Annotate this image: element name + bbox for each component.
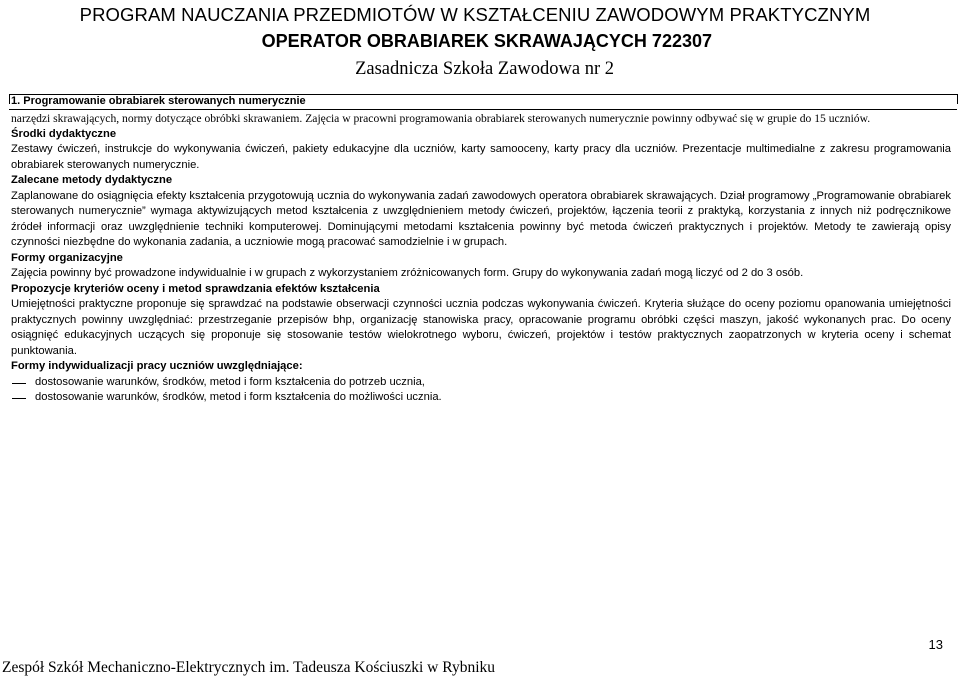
indywidualizacja-heading: Formy indywidualizacji pracy uczniów uwzględniające: [11,360,303,372]
list-item: dostosowanie warunków, środków, metod i form kształcenia do potrzeb ucznia, [11,375,951,391]
kryteria-heading: Propozycje kryteriów oceny i metod sprawdzania efektów kształcenia [11,282,380,295]
metody-paragraph: Zaplanowane do osiągnięcia efekty kształcenia przygotowują ucznia do wykonywania zadań zawodowych operatora obrabiarek skrawających. Dział programowy „Programowanie obrabiarek sterowanych numerycznie” wymaga aktywizujących metod kształcenia z uwzględnieniem metody ćwiczeń, projektów, łączenia teorii z praktyką, korzystania z innych niż podręcznikowe źródeł informacji oraz uwzględnienie techniki komputerowej. Dominującymi metodami kształcenia powinny być metoda ćwiczeń praktycznych i projektów. Metody te zawierają opisy czynności niezbędne do wykonania zadania, a uczniowie mogą pracować samodzielnie i w grupach. [11,189,951,248]
header-school-line: Zasadnicza Szkoła Zawodowa nr 2 [355,59,614,79]
header-profession-line: OPERATOR OBRABIAREK SKRAWAJĄCYCH 722307 [261,31,712,51]
section-divider [9,109,957,110]
section-content [11,111,951,406]
kryteria-paragraph: Umiejętności praktyczne proponuje się sprawdzać na podstawie obserwacji czynności ucznia podczas wykonywania ćwiczeń. Kryteria służące do oceny poziomu opanowania umiejętności praktycznych powinny uwzględniać: przestrzeganie przepisów bhp, organizację stanowiska pracy, opracowanie programu obróbki części maszyn, jakość wykonanych prac. Do oceny osiągnięć edukacyjnych uczących się proponuje się stosowanie testów wielokrotnego wyboru, ćwiczeń, projektów i testów praktycznych zaopatrzonych w kryteria oceny i schemat punktowania. [11,298,951,357]
page-number: 13 [928,637,943,652]
formy-heading: Formy organizacyjne [11,251,123,264]
formy-paragraph: Zajęcia powinny być prowadzone indywidualnie i w grupach z wykorzystaniem zróżnicowanych form. Grupy do wykonywania zadań mogą liczyć od 2 do 3 osób. [11,267,804,279]
footer-school-name: Zespół Szkół Mechaniczno-Elektrycznych im. Tadeusza Kościuszki w Rybniku [2,659,496,676]
srodki-heading: Środki dydaktyczne [11,127,117,140]
section-title: 1. Programowanie obrabiarek sterowanych numerycznie [11,95,306,107]
intro-paragraph: narzędzi skrawających, normy dotyczące obróbki skrawaniem. Zajęcia w pracowni programowania obrabiarek sterowanych numerycznie powinny odbywać się w grupie do 15 uczniów. [11,112,871,125]
header-title-line: PROGRAM NAUCZANIA PRZEDMIOTÓW W KSZTAŁCENIU ZAWODOWYM PRAKTYCZNYM [79,4,871,25]
list-item: dostosowanie warunków, środków, metod i form kształcenia do możliwości ucznia. [11,390,951,406]
srodki-paragraph: Zestawy ćwiczeń, instrukcje do wykonywania ćwiczeń, pakiety edukacyjne dla uczniów, karty samooceny, karty pracy dla uczniów. Prezentacje multimedialne z zakresu programowania obrabiarek sterowanych numerycznie. [11,143,951,171]
metody-heading: Zalecane metody dydaktyczne [11,174,173,186]
